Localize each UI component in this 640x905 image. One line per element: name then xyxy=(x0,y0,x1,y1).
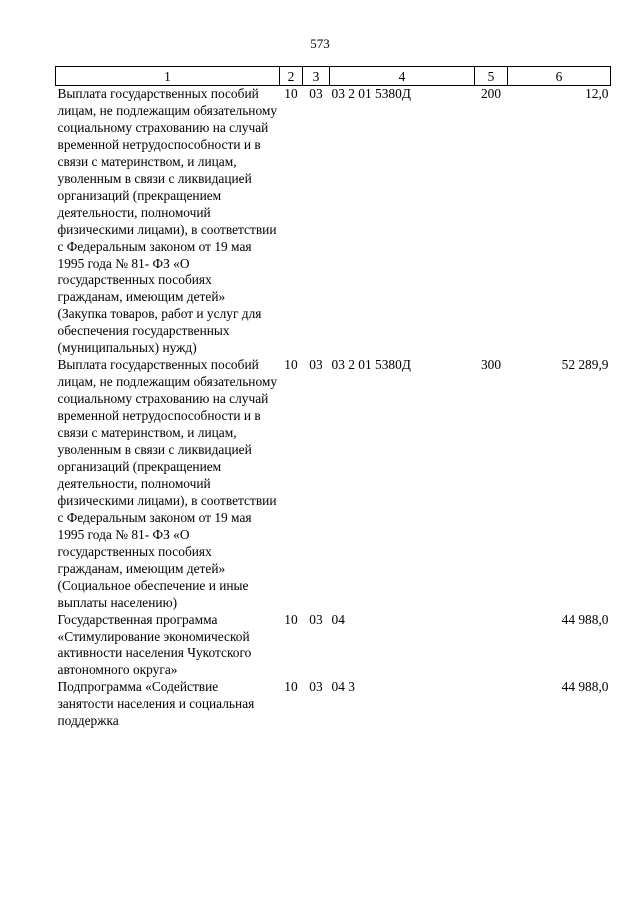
table-row xyxy=(56,357,611,611)
row-target-article-code: 03 2 01 5380Д xyxy=(331,86,411,101)
row-section-code: 10 xyxy=(284,357,298,373)
row-amount: 44 988,0 xyxy=(561,611,609,627)
table-row xyxy=(56,612,611,680)
column-header-4: 4 xyxy=(330,67,475,86)
column-header-3: 3 xyxy=(303,67,330,86)
row-subsection-code: 03 xyxy=(309,679,323,695)
column-header-5: 5 xyxy=(475,67,508,86)
table-row xyxy=(56,86,611,358)
row-amount: 52 289,9 xyxy=(561,357,609,373)
row-name: Выплата государственных пособий лицам, не подлежащим обязательному социальному страхованию на случай временной нетрудоспособности и в связи с материнством, и лицам, уволенным в связи с ликвидацией организаций (прекращением деятельности, полномочий физическими лицами), в соответствии с Федеральным законом от 19 мая 1995 года № 81- ФЗ «О государственных пособиях гражданам, имеющим детей» (Социальное обеспечение и иные выплаты населению) xyxy=(57,357,278,610)
row-subsection-code: 03 xyxy=(309,611,323,627)
row-section-code: 10 xyxy=(284,86,298,101)
row-name: Государственная программа «Стимулирование экономической активности населения Чукотского автономного округа» xyxy=(57,611,252,678)
table-row xyxy=(56,679,611,730)
row-expense-type-code xyxy=(475,679,508,730)
table-header-row xyxy=(56,67,611,86)
row-name: Выплата государственных пособий лицам, не подлежащим обязательному социальному страхованию на случай временной нетрудоспособности и в связи с материнством, и лицам, уволенным в связи с ликвидацией организаций (прекращением деятельности, полномочий физическими лицами), в соответствии с Федеральным законом от 19 мая 1995 года № 81- ФЗ «О государственных пособиях гражданам, имеющим детей» (Закупка товаров, работ и услуг для обеспечения государственных (муниципальных) нужд) xyxy=(57,86,278,356)
budget-table xyxy=(55,66,611,730)
page-number: 573 xyxy=(310,36,330,51)
row-subsection-code: 03 xyxy=(309,86,323,101)
column-header-2: 2 xyxy=(280,67,303,86)
row-section-code: 10 xyxy=(284,679,298,695)
row-name: Подпрограмма «Содействие занятости населения и социальная поддержка xyxy=(57,679,255,729)
row-expense-type-code: 300 xyxy=(480,357,502,373)
row-amount: 12,0 xyxy=(585,86,609,101)
row-expense-type-code: 200 xyxy=(480,86,502,101)
column-header-1: 1 xyxy=(56,67,280,86)
row-target-article-code: 04 3 xyxy=(331,679,355,695)
row-expense-type-code xyxy=(475,612,508,680)
row-amount: 44 988,0 xyxy=(561,679,609,695)
row-target-article-code: 04 xyxy=(331,611,345,627)
column-header-6: 6 xyxy=(508,67,611,86)
row-target-article-code: 03 2 01 5380Д xyxy=(331,357,411,373)
row-section-code: 10 xyxy=(284,611,298,627)
row-subsection-code: 03 xyxy=(309,357,323,373)
